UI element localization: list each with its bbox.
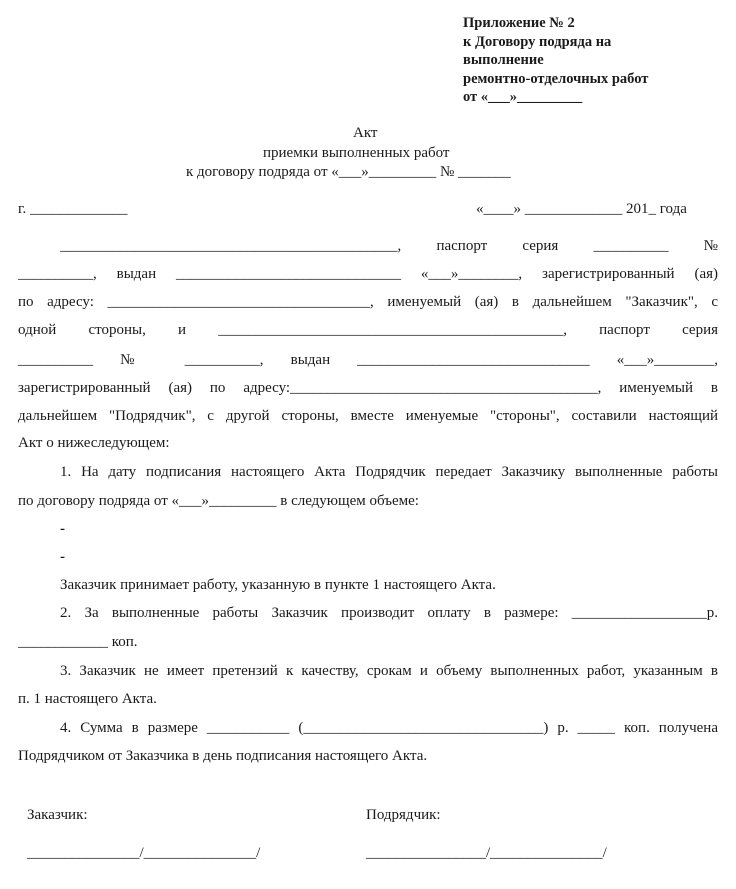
appendix-line: к Договору подряда на [463,33,612,50]
list-dash: - [60,549,65,565]
clause-3-cont: п. 1 настоящего Акта. [18,691,157,707]
title-act: Акт [353,125,378,141]
contractor-label: Подрядчик: [366,807,441,823]
title-acceptance: приемки выполненных работ [263,145,450,161]
clause-2: 2. За выполненные работы Заказчик производит оплату в размере: __________________р. [60,605,718,621]
appendix-line: ремонтно-отделочных работ [463,70,649,87]
clause-3: 3. Заказчик не имеет претензий к качеству, срокам и объему выполненных работ, указанным в [60,663,718,679]
city-field: г. _____________ [18,201,128,217]
date-field: «____» _____________ 201_ года [476,201,687,217]
body-line: _____________________________________________, паспорт серия __________ № [60,238,718,254]
body-line: __________, выдан ______________________________ «___»________, зарегистрированный (ая) [18,266,718,282]
clause-2-cont: ____________ коп. [18,634,138,650]
acceptance-note: Заказчик принимает работу, указанную в пункте 1 настоящего Акта. [60,577,496,593]
appendix-header [463,14,648,107]
body-line: зарегистрированный (ая) по адресу:_________________________________________, именуемый в [18,380,718,396]
appendix-line: выполнение [463,52,544,68]
clause-1-cont: по договору подряда от «___»_________ в следующем объеме: [18,493,419,509]
list-dash: - [60,521,65,537]
body-line: Акт о нижеследующем: [18,435,170,451]
body-line: по адресу: ___________________________________, именуемый (ая) в дальнейшем "Заказчик", с [18,294,718,310]
contractor-signature-line: ________________/_______________/ [366,845,607,861]
appendix-line: от «___»_________ [463,89,583,105]
body-line: одной стороны, и ______________________________________________, паспорт серия [18,322,718,338]
appendix-line: Приложение № 2 [463,15,575,31]
clause-1: 1. На дату подписания настоящего Акта Подрядчик передает Заказчику выполненные работы [60,464,718,480]
body-line: дальнейшем "Подрядчик", с другой стороны, вместе именуемые "стороны", составили настоящий [18,408,718,424]
clause-4: 4. Сумма в размере ___________ (________________________________) р. _____ коп. получена [60,720,718,736]
clause-4-cont: Подрядчиком от Заказчика в день подписания настоящего Акта. [18,748,428,764]
customer-label: Заказчик: [27,807,88,823]
title-contract: к договору подряда от «___»_________ № _______ [186,164,511,180]
customer-signature-line: _______________/_______________/ [27,845,261,861]
body-line: __________ № __________, выдан _______________________________ «___»________, [18,352,718,368]
